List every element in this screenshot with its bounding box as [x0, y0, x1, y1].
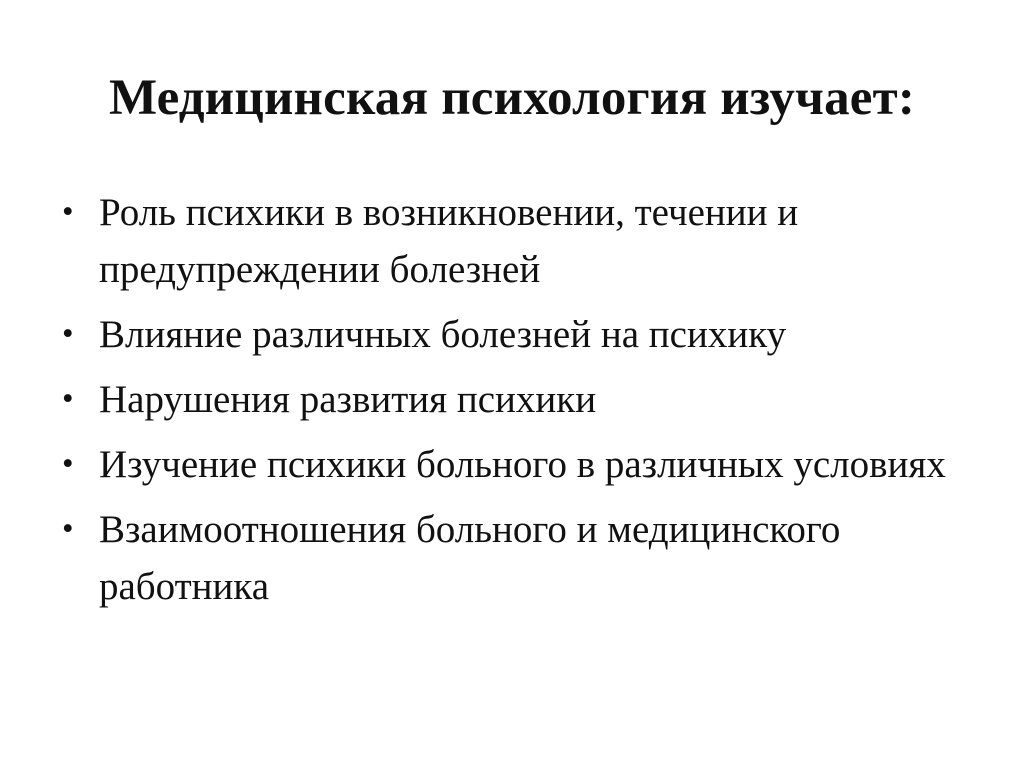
bullet-item-patient-staff-relations [62, 501, 982, 615]
bullet-item-label: Влияние различных болезней на психику [99, 313, 787, 356]
bullet-list [62, 184, 982, 623]
bullet-item-label: Изучение психики больного в различных условиях [99, 443, 946, 486]
bullet-point-icon: • [62, 194, 74, 230]
bullet-item-development-disorders [62, 371, 982, 428]
slide-title: Медицинская психология изучает: [108, 70, 916, 126]
bullet-item-disease-influence [62, 306, 982, 363]
bullet-point-icon: • [62, 316, 74, 352]
bullet-item-role-of-psyche [62, 184, 982, 298]
bullet-point-icon: • [62, 511, 74, 547]
bullet-item-patient-psyche-study [62, 436, 982, 493]
bullet-item-label: Взаимоотношения больного и медицинского работника [99, 508, 841, 608]
bullet-item-label: Роль психики в возникновении, течении и предупреждении болезней [99, 191, 799, 291]
bullet-point-icon: • [62, 446, 74, 482]
bullet-item-label: Нарушения развития психики [99, 378, 597, 421]
bullet-point-icon: • [62, 381, 74, 417]
